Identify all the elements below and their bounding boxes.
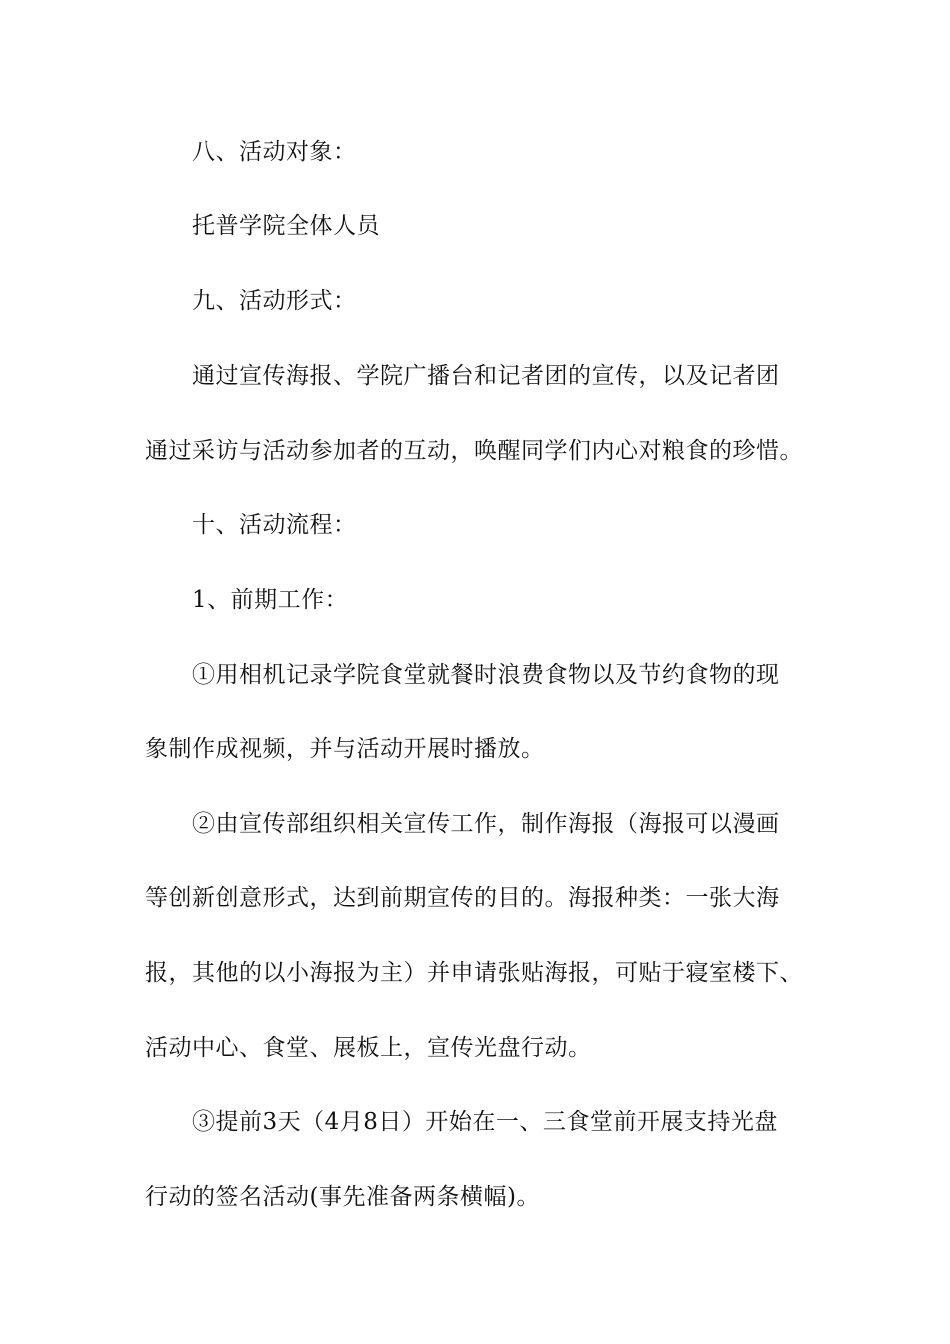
list-item-3-line-1: ③提前3天（4月8日）开始在一、三食堂前开展支持光盘 [192,1109,778,1135]
paragraph-form-line-2: 通过采访与活动参加者的互动，唤醒同学们内心对粮食的珍惜。 [145,438,803,464]
list-item-2-line-1: ②由宣传部组织相关宣传工作，制作海报（海报可以漫画 [192,811,780,837]
list-item-1-line-1: ①用相机记录学院食堂就餐时浪费食物以及节约食物的现 [192,662,780,688]
paragraph-target-audience: 托普学院全体人员 [192,213,380,239]
section-heading-activity-process: 十、活动流程： [192,512,357,538]
list-item-3-line-2: 行动的签名活动(事先准备两条横幅)。 [145,1184,540,1210]
section-heading-activity-form: 九、活动形式： [192,288,357,314]
list-item-2-line-3: 报，其他的以小海报为主）并申请张贴海报，可贴于寝室楼下、 [145,960,803,986]
list-item-2-line-4: 活动中心、食堂、展板上，宣传光盘行动。 [145,1035,592,1061]
section-heading-activity-target: 八、活动对象： [192,139,357,165]
subheading-preliminary-work: 1、前期工作： [192,587,349,613]
list-item-1-line-2: 象制作成视频，并与活动开展时播放。 [145,736,545,762]
list-item-2-line-2: 等创新创意形式，达到前期宣传的目的。海报种类：一张大海 [145,885,780,911]
paragraph-form-line-1: 通过宣传海报、学院广播台和记者团的宣传，以及记者团 [192,363,780,389]
